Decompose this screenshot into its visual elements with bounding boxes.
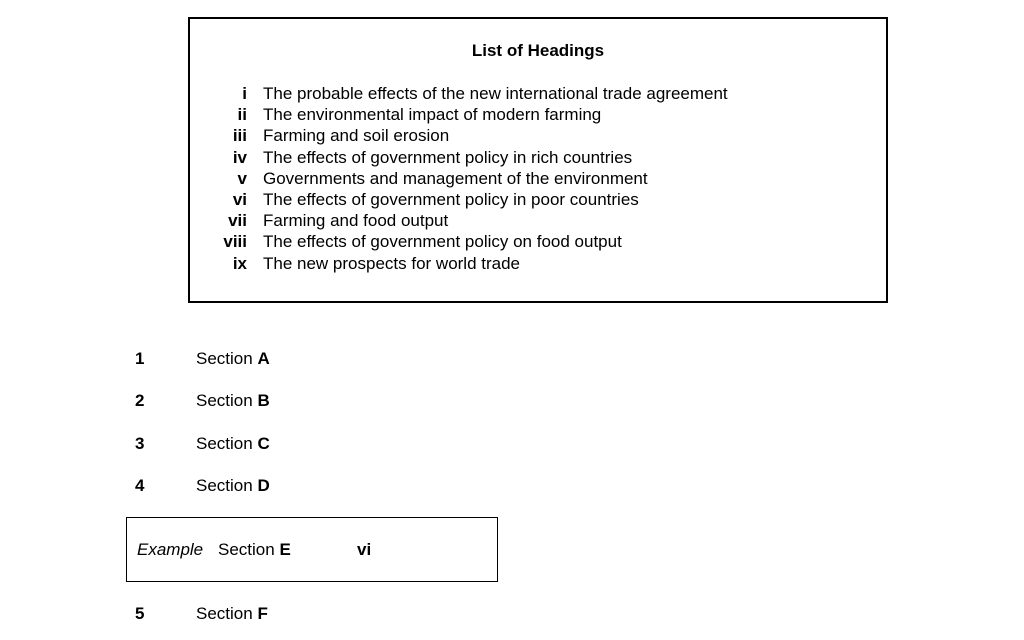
section-word: Section — [218, 540, 275, 559]
heading-text: The effects of government policy in rich countries — [263, 147, 633, 167]
heading-text: The new prospects for world trade — [263, 253, 521, 273]
list-of-headings-box — [188, 17, 888, 303]
heading-numeral: iv — [232, 147, 247, 167]
section-letter: A — [257, 349, 270, 368]
question-number: 3 — [135, 434, 145, 453]
section-letter: F — [257, 604, 268, 623]
question-section — [196, 475, 270, 497]
heading-item — [190, 148, 728, 169]
example-label: Example — [137, 540, 204, 559]
section-letter: C — [257, 434, 270, 453]
question-number: 2 — [135, 391, 145, 410]
question-number: 1 — [135, 349, 145, 368]
section-letter: E — [279, 540, 291, 559]
heading-item — [190, 84, 728, 105]
heading-text: Governments and management of the environment — [263, 168, 648, 188]
headings-title: List of Headings — [471, 41, 605, 60]
example-section — [218, 540, 291, 560]
heading-item — [190, 254, 728, 275]
heading-item — [190, 169, 728, 190]
headings-list — [190, 84, 728, 275]
question-section — [196, 348, 270, 370]
heading-item — [190, 232, 728, 253]
heading-numeral: ii — [237, 105, 247, 125]
heading-numeral: vii — [228, 211, 247, 231]
heading-item — [190, 105, 728, 126]
heading-text: The effects of government policy on food output — [263, 232, 622, 252]
question-section — [196, 390, 270, 412]
example-box — [126, 517, 498, 582]
heading-text: The effects of government policy in poor countries — [263, 189, 639, 209]
heading-item — [190, 190, 728, 211]
heading-numeral: vi — [232, 189, 247, 209]
section-word: Section — [196, 476, 253, 495]
question-number: 5 — [135, 604, 145, 623]
heading-numeral: ix — [232, 253, 247, 273]
section-word: Section — [196, 604, 253, 623]
question-section — [196, 433, 270, 455]
heading-text: Farming and food output — [263, 211, 449, 231]
section-word: Section — [196, 391, 253, 410]
question-number: 4 — [135, 476, 145, 495]
question-section — [196, 603, 268, 625]
section-word: Section — [196, 349, 253, 368]
section-word: Section — [196, 434, 253, 453]
section-letter: D — [257, 476, 270, 495]
heading-text: The environmental impact of modern farming — [263, 105, 602, 125]
heading-item — [190, 211, 728, 232]
example-answer: vi — [357, 540, 372, 559]
heading-numeral: viii — [223, 232, 247, 252]
heading-numeral: v — [237, 168, 247, 188]
section-letter: B — [257, 391, 270, 410]
heading-text: Farming and soil erosion — [263, 126, 450, 146]
heading-item — [190, 126, 728, 147]
heading-text: The probable effects of the new international trade agreement — [263, 84, 728, 103]
heading-numeral: iii — [232, 126, 247, 146]
heading-numeral: i — [242, 84, 247, 103]
